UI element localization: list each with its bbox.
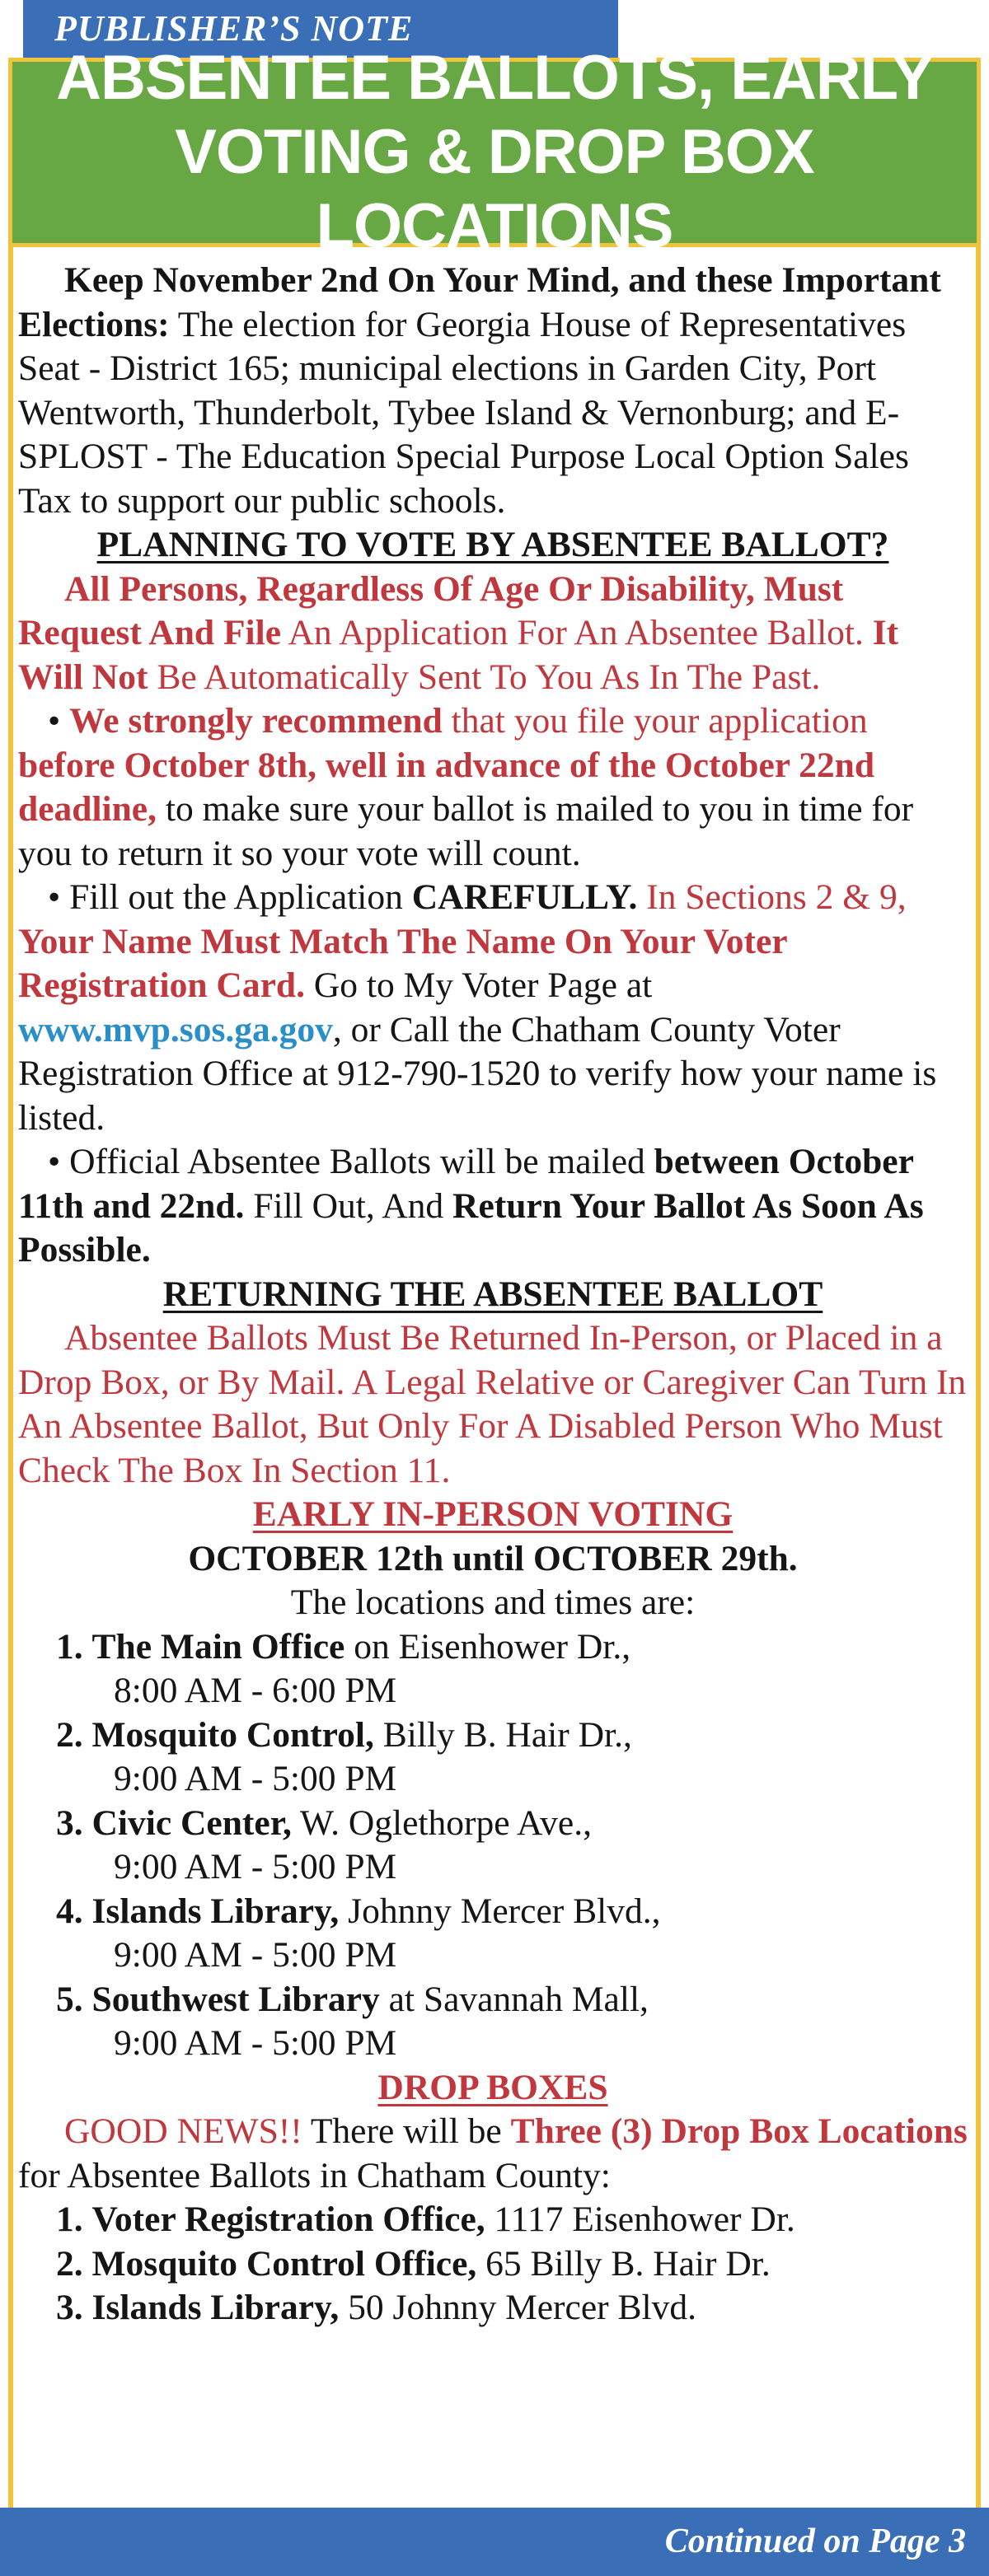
list-item <box>18 1713 968 1802</box>
location-line <box>18 1802 968 1846</box>
drop-box-name: Islands Library, <box>91 2288 340 2327</box>
bullet-3-bold: between October 11th and 22nd. <box>18 1142 914 1226</box>
intro-paragraph <box>18 259 968 523</box>
absentee-p1-text2: Be Automatically Sent To You As In The Past. <box>148 657 821 697</box>
location-hours: 9:00 AM - 5:00 PM <box>114 1759 397 1798</box>
drop-box-address: 1117 Eisenhower Dr. <box>485 2200 795 2239</box>
headline-line-1: ABSENTEE BALLOTS, EARLY <box>56 43 933 113</box>
drop-box-name: Mosquito Control Office, <box>91 2243 477 2284</box>
bullet-2-text: Fill out the Application <box>69 877 412 917</box>
bullet-1-text: that you file your application <box>442 701 868 741</box>
drop-box-address: 50 Johnny Mercer Blvd. <box>339 2288 696 2327</box>
early-voting-intro: The locations and times are: <box>290 1583 696 1622</box>
drop-box-locations <box>18 2198 968 2331</box>
location-line <box>18 1890 968 1934</box>
absentee-heading: PLANNING TO VOTE BY ABSENTEE BALLOT? <box>96 525 889 564</box>
location-detail: Billy B. Hair Dr., <box>373 1714 632 1755</box>
location-line <box>18 1978 968 2022</box>
location-number: 5. <box>56 1979 83 2019</box>
drop-box-name: Voter Registration Office, <box>91 2200 485 2239</box>
returning-heading: RETURNING THE ABSENTEE BALLOT <box>162 1274 823 1314</box>
location-hours: 8:00 AM - 6:00 PM <box>114 1671 397 1710</box>
list-item <box>18 1802 968 1890</box>
list-item <box>18 1890 968 1978</box>
intro-lead: Keep November 2nd On Your Mind, and these Important Elections: <box>18 260 941 344</box>
bullet-2-text3: , or Call the Chatham County Voter Registration Office at 912-790-1520 to verify how your name is listed. <box>18 1009 937 1138</box>
headline-line-2: VOTING & DROP BOX LOCATIONS <box>175 117 814 261</box>
bullet-1-text2: to make sure your ballot is mailed to you in time for you to return it so your vote will count. <box>18 789 914 873</box>
list-item <box>18 1978 968 2066</box>
bullet-3-text2: Fill Out, And <box>244 1185 453 1226</box>
bullet-3-text: Official Absentee Ballots will be mailed <box>69 1142 654 1181</box>
voter-page-link[interactable]: www.mvp.sos.ga.gov <box>18 1009 333 1050</box>
early-voting-dates <box>18 1537 968 1582</box>
bullet-1-mark: • <box>48 701 70 741</box>
absentee-p1-bold: All Persons, Regardless Of Age Or Disability, Must Request And File <box>18 568 844 652</box>
list-item <box>18 2198 968 2242</box>
location-name: Civic Center, <box>91 1802 292 1843</box>
early-voting-dates-text: OCTOBER 12th until OCTOBER 29th. <box>188 1538 798 1578</box>
drop-text2: for Absentee Ballots in Chatham County: <box>18 2155 611 2195</box>
location-hours: 9:00 AM - 5:00 PM <box>114 1935 397 1975</box>
bullet-2-red-bold: Your Name Must Match The Name On Your Voter Registration Card. <box>18 921 787 1005</box>
continued-on-page-footer: Continued on Page 3 <box>0 2508 989 2576</box>
absentee-paragraph <box>18 568 968 700</box>
location-number: 1. <box>56 1626 83 1667</box>
intro-text: The election for Georgia House of Representatives Seat - District 165; municipal elections in Garden City, Port Wentworth, Thunderbolt, Tybee Island & Vernonburg; and E-SPLOST - The Education Special Purpose Local Option Sales Tax to support our public schools. <box>18 304 909 521</box>
location-hours: 9:00 AM - 5:00 PM <box>114 2023 397 2063</box>
list-item <box>18 2286 968 2331</box>
drop-boxes-heading: DROP BOXES <box>377 2067 608 2107</box>
drop-box-number: 1. <box>56 2200 83 2239</box>
location-line <box>18 1713 968 1758</box>
section-kicker: PUBLISHER’S NOTE <box>23 0 618 58</box>
returning-paragraph: Absentee Ballots Must Be Returned In-Person, or Placed in a Drop Box, or By Mail. A Legal Relative or Caregiver Can Turn In An Absentee Ballot, But Only For A Disabled Person Who Must Check The Box In Section 11. <box>18 1318 967 1490</box>
bullet-1-bold: We strongly recommend <box>69 701 443 741</box>
bullet-2-red: In Sections 2 & 9, <box>637 877 907 917</box>
location-line <box>18 1625 968 1670</box>
drop-box-address: 65 Billy B. Hair Dr. <box>476 2243 771 2284</box>
location-detail: on Eisenhower Dr., <box>345 1626 631 1667</box>
absentee-p1-text: An Application For An Absentee Ballot. <box>281 613 873 652</box>
list-item <box>18 2242 968 2287</box>
drop-box-number: 3. <box>56 2288 83 2327</box>
bullet-2-mark: • <box>48 877 70 917</box>
good-news: GOOD NEWS!! <box>64 2111 302 2151</box>
location-name: Islands Library, <box>91 1891 340 1931</box>
bullet-fill-out <box>18 876 968 1140</box>
location-name: Mosquito Control, <box>91 1714 374 1755</box>
drop-boxes-paragraph <box>18 2110 968 2198</box>
bullet-2-bold: CAREFULLY. <box>411 877 638 917</box>
early-voting-locations <box>18 1625 968 2066</box>
bullet-recommend <box>18 699 968 876</box>
location-name: The Main Office <box>91 1626 345 1667</box>
bullet-mailed <box>18 1140 968 1273</box>
bullet-1-bold2: before October 8th, well in advance of the October 22nd deadline, <box>18 745 875 829</box>
article-body <box>18 259 968 2331</box>
location-detail: W. Oglethorpe Ave., <box>291 1802 592 1843</box>
location-hours: 9:00 AM - 5:00 PM <box>114 1847 397 1886</box>
location-number: 2. <box>56 1714 83 1755</box>
drop-text: There will be <box>302 2111 511 2151</box>
list-item <box>18 1625 968 1713</box>
location-name: Southwest Library <box>91 1979 380 2019</box>
drop-bold: Three (3) Drop Box Locations <box>510 2111 968 2151</box>
bullet-2-text2: Go to My Voter Page at <box>304 965 653 1005</box>
early-voting-heading: EARLY IN-PERSON VOTING <box>252 1494 734 1534</box>
bullet-3-bold2: Return Your Ballot As Soon As Possible. <box>18 1185 924 1269</box>
headline <box>8 43 981 261</box>
location-number: 3. <box>56 1802 83 1843</box>
location-detail: at Savannah Mall, <box>379 1979 649 2019</box>
absentee-p1-bold2: It Will Not <box>18 613 899 697</box>
location-detail: Johnny Mercer Blvd., <box>339 1891 661 1931</box>
location-number: 4. <box>56 1891 83 1931</box>
bullet-3-mark: • <box>48 1142 70 1181</box>
drop-box-number: 2. <box>56 2243 83 2284</box>
